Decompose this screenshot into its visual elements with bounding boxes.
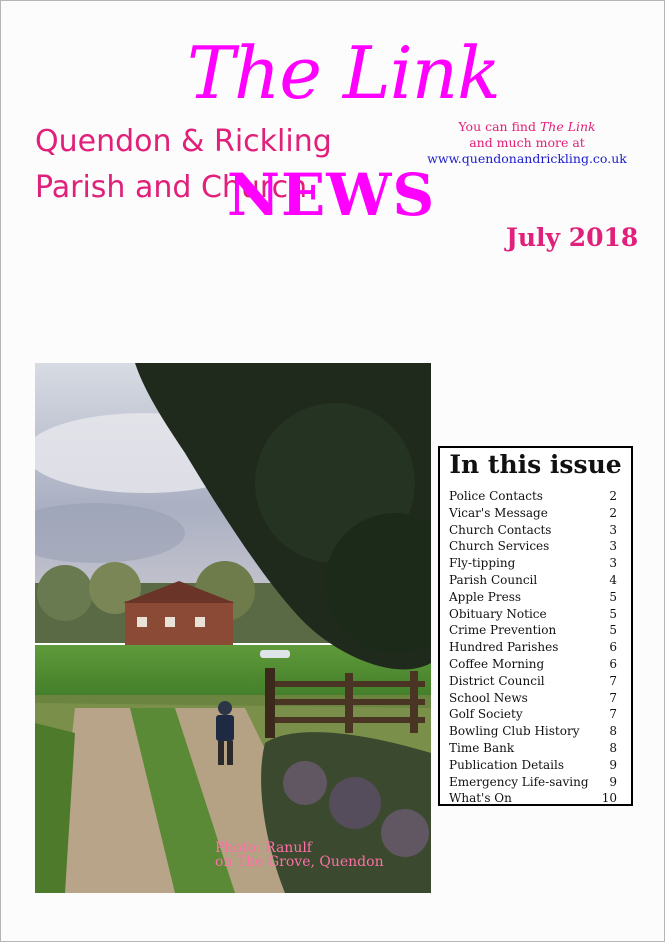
masthead-title: The Link <box>187 31 500 115</box>
contents-item-page: 5 <box>609 623 617 638</box>
contents-item-page: 8 <box>609 740 617 755</box>
masthead-news: NEWS <box>227 161 436 229</box>
contents-item-title: Church Contacts <box>449 522 552 537</box>
contents-item-title: Time Bank <box>449 740 515 755</box>
contents-item[interactable] <box>449 723 631 740</box>
contents-item-title: Fly-tipping <box>449 556 516 571</box>
contents-item[interactable] <box>449 572 631 589</box>
contents-item-title: What's On <box>449 791 512 806</box>
contents-item-page: 6 <box>609 640 617 655</box>
contents-item[interactable] <box>449 606 631 623</box>
contents-item-title: Coffee Morning <box>449 656 545 671</box>
contents-item-title: Vicar's Message <box>449 505 548 520</box>
contents-item-title: Church Services <box>449 539 550 554</box>
contents-item-title: Bowling Club History <box>449 724 580 739</box>
cover-photo-illustration <box>35 363 431 893</box>
contents-item-page: 4 <box>609 572 617 587</box>
contents-item[interactable] <box>449 790 631 807</box>
contents-item-page: 7 <box>609 690 617 705</box>
photo-credit <box>215 841 384 869</box>
website-note <box>421 119 633 167</box>
contents-item-page: 2 <box>609 505 617 520</box>
contents-item-page: 6 <box>609 656 617 671</box>
contents-item-page: 3 <box>609 522 617 537</box>
contents-item-page: 7 <box>609 673 617 688</box>
contents-item[interactable] <box>449 505 631 522</box>
contents-item-title: Emergency Life-saving <box>449 774 589 789</box>
contents-item[interactable] <box>449 538 631 555</box>
contents-item-page: 3 <box>609 556 617 571</box>
contents-item-title: Hundred Parishes <box>449 640 559 655</box>
contents-item[interactable] <box>449 673 631 690</box>
contents-item-page: 10 <box>601 791 617 806</box>
contents-item-page: 5 <box>609 589 617 604</box>
contents-item-title: Golf Society <box>449 707 523 722</box>
contents-item[interactable] <box>449 522 631 539</box>
contents-item-title: School News <box>449 690 528 705</box>
contents-item-title: Police Contacts <box>449 489 543 503</box>
contents-item[interactable] <box>449 757 631 774</box>
issue-date: July 2018 <box>506 223 639 252</box>
contents-item-title: Crime Prevention <box>449 623 557 638</box>
contents-item-title: Parish Council <box>449 572 538 587</box>
contents-item[interactable] <box>449 555 631 572</box>
contents-item[interactable] <box>449 740 631 757</box>
masthead-subtitle: Quendon & Rickling Parish and Church <box>35 124 332 205</box>
photo-credit-line1: Photo: Ranulf <box>215 840 312 856</box>
website-note-line1 <box>421 119 633 135</box>
contents-item[interactable] <box>449 639 631 656</box>
contents-item-page: 9 <box>609 774 617 789</box>
cover-photo <box>35 363 431 893</box>
contents-item-title: Apple Press <box>449 589 522 604</box>
website-note-italic: The Link <box>539 119 596 134</box>
contents-item[interactable] <box>449 774 631 791</box>
photo-credit-line2: on The Grove, Quendon <box>215 854 384 870</box>
contents-heading: In this issue <box>449 450 622 479</box>
contents-item-page: 9 <box>609 757 617 772</box>
contents-item[interactable] <box>449 488 631 505</box>
contents-item-page: 5 <box>609 606 617 621</box>
website-note-prefix: You can find <box>458 119 540 134</box>
contents-item[interactable] <box>449 656 631 673</box>
website-note-line2: and much more at <box>469 135 585 150</box>
contents-box <box>438 446 633 806</box>
contents-item-title: Obituary Notice <box>449 606 547 621</box>
website-url-link[interactable]: www.quendonandrickling.co.uk <box>427 151 627 166</box>
contents-item[interactable] <box>449 690 631 707</box>
contents-item-page: 2 <box>609 489 617 503</box>
contents-item-page: 8 <box>609 724 617 739</box>
contents-item[interactable] <box>449 706 631 723</box>
contents-list <box>440 488 631 807</box>
contents-item[interactable] <box>449 622 631 639</box>
contents-item-page: 7 <box>609 707 617 722</box>
contents-item-title: Publication Details <box>449 757 564 772</box>
contents-item[interactable] <box>449 589 631 606</box>
contents-item-title: District Council <box>449 673 545 688</box>
contents-item-page: 3 <box>609 539 617 554</box>
